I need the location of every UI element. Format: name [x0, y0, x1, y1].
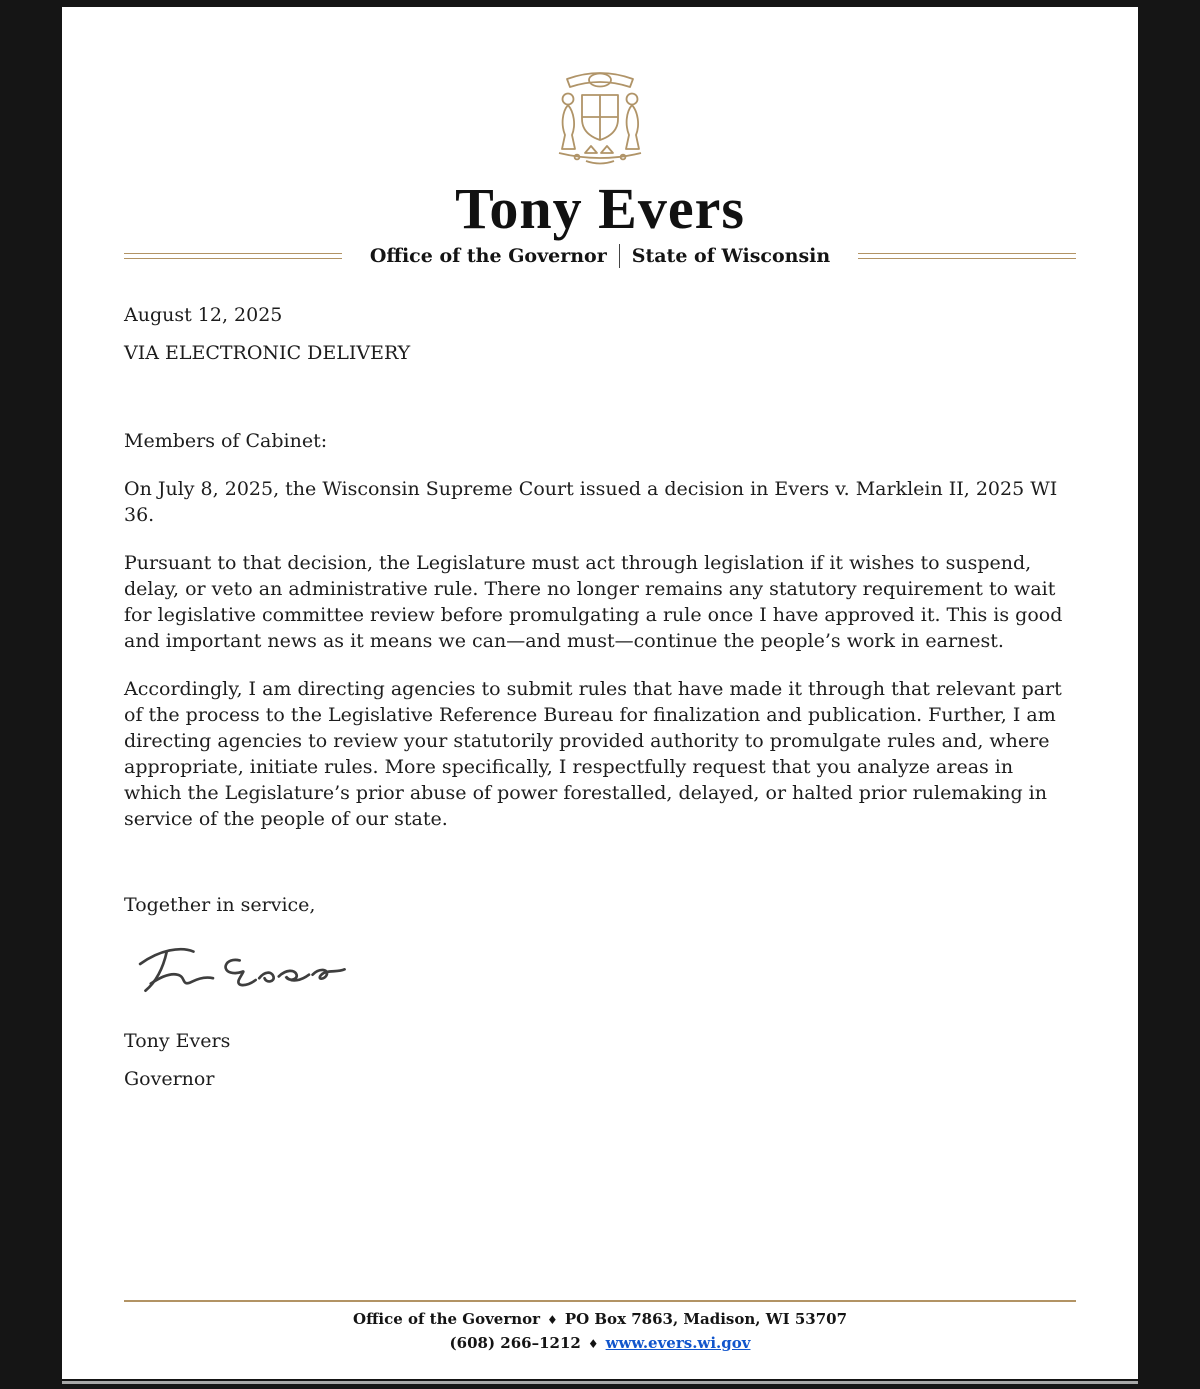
letterhead-subtitle — [370, 244, 830, 268]
footer-address: PO Box 7863, Madison, WI 53707 — [564, 1310, 847, 1328]
subtitle-divider — [619, 244, 620, 268]
header-rule-left — [124, 253, 342, 259]
footer-rule — [124, 1300, 1076, 1302]
letter-body — [124, 268, 1076, 1092]
letter-paragraph: Accordingly, I am directing agencies to submit rules that have made it through that relevant part of the process to the Legislative Reference Bureau for finalization and publication. Further, I am directing agencies to review your statutorily provided authority to promulgate rules and, where appropriate, initiate rules. More specifically, I respectfully request that you analyze areas in which the Legislature’s prior abuse of power forestalled, delayed, or halted prior rulemaking in service of the people of our state. — [124, 677, 1062, 830]
letter-paragraph: On July 8, 2025, the Wisconsin Supreme Court issued a decision in Evers v. Marklein II, 2025 WI 36. — [124, 477, 1058, 526]
closing: Together in service, — [124, 893, 316, 916]
letterhead-name: Tony Evers — [455, 176, 745, 241]
signer-name: Tony Evers — [124, 1029, 231, 1052]
signature-image — [126, 932, 364, 1012]
footer-line-2 — [124, 1333, 1076, 1355]
next-page-edge — [62, 1381, 1138, 1384]
diamond-separator-icon: ♦ — [547, 1313, 558, 1327]
footer-phone: (608) 266–1212 — [449, 1334, 581, 1352]
signer-title: Governor — [124, 1067, 215, 1090]
diamond-separator-icon: ♦ — [587, 1337, 599, 1351]
salutation: Members of Cabinet: — [124, 429, 328, 452]
wisconsin-coat-of-arms-icon — [539, 63, 661, 171]
letter-page — [62, 7, 1138, 1379]
footer-website-link[interactable]: www.evers.wi.gov — [605, 1334, 751, 1352]
letter-date: August 12, 2025 — [124, 303, 283, 326]
footer-office: Office of the Governor — [353, 1310, 541, 1328]
footer-line-1 — [124, 1309, 1076, 1331]
letterhead — [124, 63, 1076, 268]
letterhead-state: State of Wisconsin — [631, 244, 831, 267]
letter-paragraph: Pursuant to that decision, the Legislature must act through legislation if it wishes to suspend, delay, or veto an administrative rule. There no longer remains any statutory requirement to wait for legislative committee review before promulgating a rule once I have approved it. This is good and important news as it means we can—and must—continue the people’s work in earnest. — [124, 551, 1063, 652]
header-rule-right — [858, 253, 1076, 259]
letter-footer — [124, 1300, 1076, 1357]
letterhead-office: Office of the Governor — [369, 244, 607, 267]
letterhead-subtitle-row — [124, 244, 1076, 268]
delivery-method: VIA ELECTRONIC DELIVERY — [124, 341, 411, 364]
